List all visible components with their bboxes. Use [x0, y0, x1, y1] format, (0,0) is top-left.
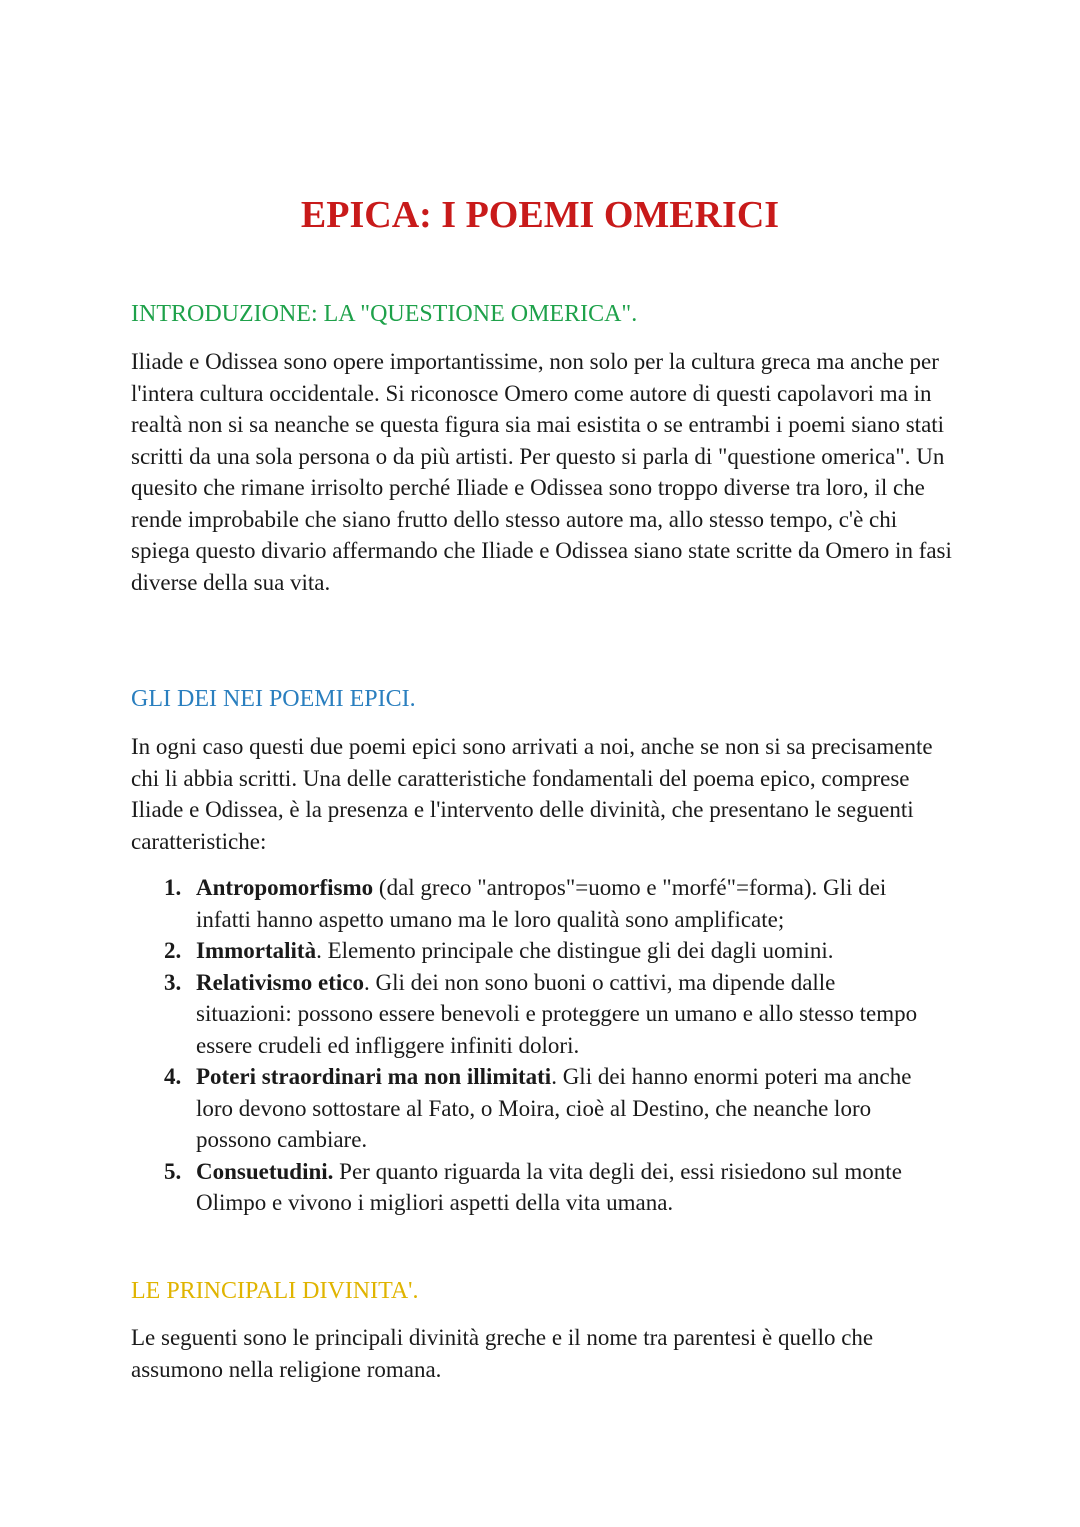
list-text: . Elemento principale che distingue gli dei dagli uomini.: [316, 938, 834, 963]
section-heading-divinita: LE PRINCIPALI DIVINITA'.: [131, 1278, 419, 1304]
paragraph-divinita: Le seguenti sono le principali divinità greche e il nome tra parentesi è quello che assumono nella religione romana.: [131, 1325, 874, 1382]
list-term: Consuetudini.: [196, 1158, 334, 1184]
list-item: [131, 1061, 931, 1156]
list-term: Immortalità: [196, 938, 317, 963]
list-item: [131, 1156, 931, 1219]
paragraph-dei: In ogni caso questi due poemi epici sono arrivati a noi, anche se non si sa precisamente chi li abbia scritti. Una delle caratteristiche fondamentali del poema epico, comprese Iliade e Odissea, è la presenza e l'intervento delle divinità, che presentano le seguenti caratteristiche:: [131, 734, 933, 854]
page-title: EPICA: I POEMI OMERICI: [300, 194, 780, 236]
list-item: [131, 935, 931, 967]
list-term: Antropomorfismo: [196, 875, 374, 900]
section-heading-intro: INTRODUZIONE: LA "QUESTIONE OMERICA".: [131, 301, 638, 327]
list-item: [131, 872, 931, 935]
list-number: 3.: [164, 969, 182, 995]
list-term: Poteri straordinari ma non illimitati: [196, 1064, 552, 1089]
list-number: 4.: [164, 1064, 182, 1089]
paragraph-intro: Iliade e Odissea sono opere importantissime, non solo per la cultura greca ma anche per l'intera cultura occidentale. Si riconosce Omero come autore di questi capolavori ma in realtà non si sa neanche se questa figura sia mai esistita o se entrambi i poemi siano stati scritti da una sola persona o da più artisti. Per questo si parla di "questione omerica". Un quesito che rimane irrisolto perché Iliade e Odissea sono troppo diverse tra loro, il che rende improbabile che siano frutto dello stesso autore ma, allo stesso tempo, c'è chi spiega questo divario affermando che Iliade e Odissea siano state scritte da Omero in fasi diverse della sua vita.: [131, 349, 952, 595]
list-text: Per quanto riguarda la vita degli dei, essi risiedono sul monte Olimpo e vivono i migliori aspetti della vita umana.: [196, 1158, 902, 1215]
list-term: Relativismo etico: [196, 969, 364, 995]
section-heading-dei: GLI DEI NEI POEMI EPICI.: [131, 686, 416, 712]
list-number: 2.: [164, 938, 182, 963]
list-number: 5.: [164, 1158, 182, 1184]
list-text: . Gli dei hanno enormi poteri ma anche loro devono sottostare al Fato, o Moira, cioè al Destino, che neanche loro possono cambiare.: [196, 1064, 912, 1152]
list-text: (dal greco "antropos"=uomo e "morfé"=forma). Gli dei infatti hanno aspetto umano ma le loro qualità sono amplificate;: [196, 875, 887, 932]
traits-list: [131, 872, 931, 1219]
list-number: 1.: [164, 875, 182, 900]
list-text: . Gli dei non sono buoni o cattivi, ma dipende dalle situazioni: possono essere benevoli e proteggere un umano e allo stesso tempo essere crudeli ed infliggere infiniti dolori.: [196, 969, 918, 1058]
list-item: [131, 967, 931, 1062]
